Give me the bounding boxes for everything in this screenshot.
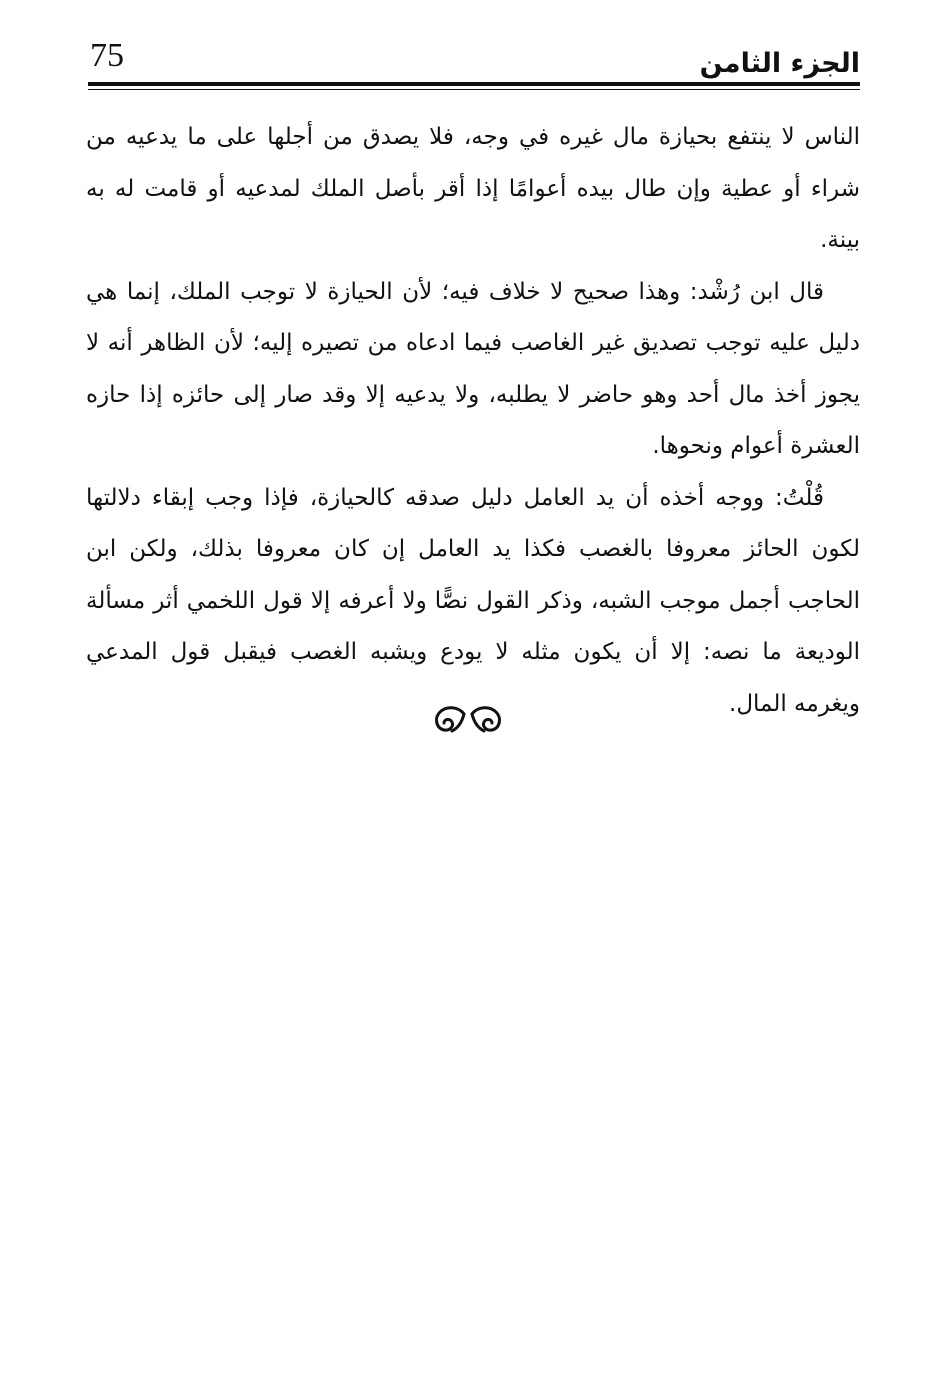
paragraph: قُلْتُ: ووجه أخذه أن يد العامل دليل صدقه كالحيازة، فإذا وجب إبقاء دلالتها لكون الحائز معروفا بالغصب فكذا يد العامل إن كان معروفا بذلك، ولكن ابن الحاجب أجمل موجب الشبه، وذكر القول نصًّا ولا أعرفه إلا قول اللخمي أثر مسألة الوديعة ما نصه: إلا أن يكون مثله لا يودع ويشبه الغصب فيقبل قول المدعي ويغرمه المال. — [86, 484, 860, 717]
running-title: الجزء الثامن — [699, 48, 860, 79]
paragraph: الناس لا ينتفع بحيازة مال غيره في وجه، فلا يصدق من أجلها على ما يدعيه من شراء أو عطية وإن طال بيده أعوامًا إذا أقر بأصل الملك لمدعيه أو قامت له به بينة. — [86, 124, 860, 253]
section-end-ornament-icon — [418, 700, 518, 740]
page-number: 75 — [90, 37, 124, 74]
header-rule-thin — [88, 89, 860, 90]
header-rule-thick — [88, 82, 860, 86]
paragraph: قال ابن رُشْد: وهذا صحيح لا خلاف فيه؛ لأن الحيازة لا توجب الملك، إنما هي دليل عليه توجب تصديق غير الغاصب فيما ادعاه من تصيره إليه؛ لأن الظاهر أنه لا يجوز أخذ مال أحد وهو حاضر لا يطلبه، ولا يدعيه إلا وقد صار إلى حائزه إذا حازه العشرة أعوام ونحوها. — [86, 278, 860, 459]
page-header — [88, 34, 860, 94]
body-text — [86, 112, 860, 730]
ornament-glyph-icon — [418, 700, 518, 740]
